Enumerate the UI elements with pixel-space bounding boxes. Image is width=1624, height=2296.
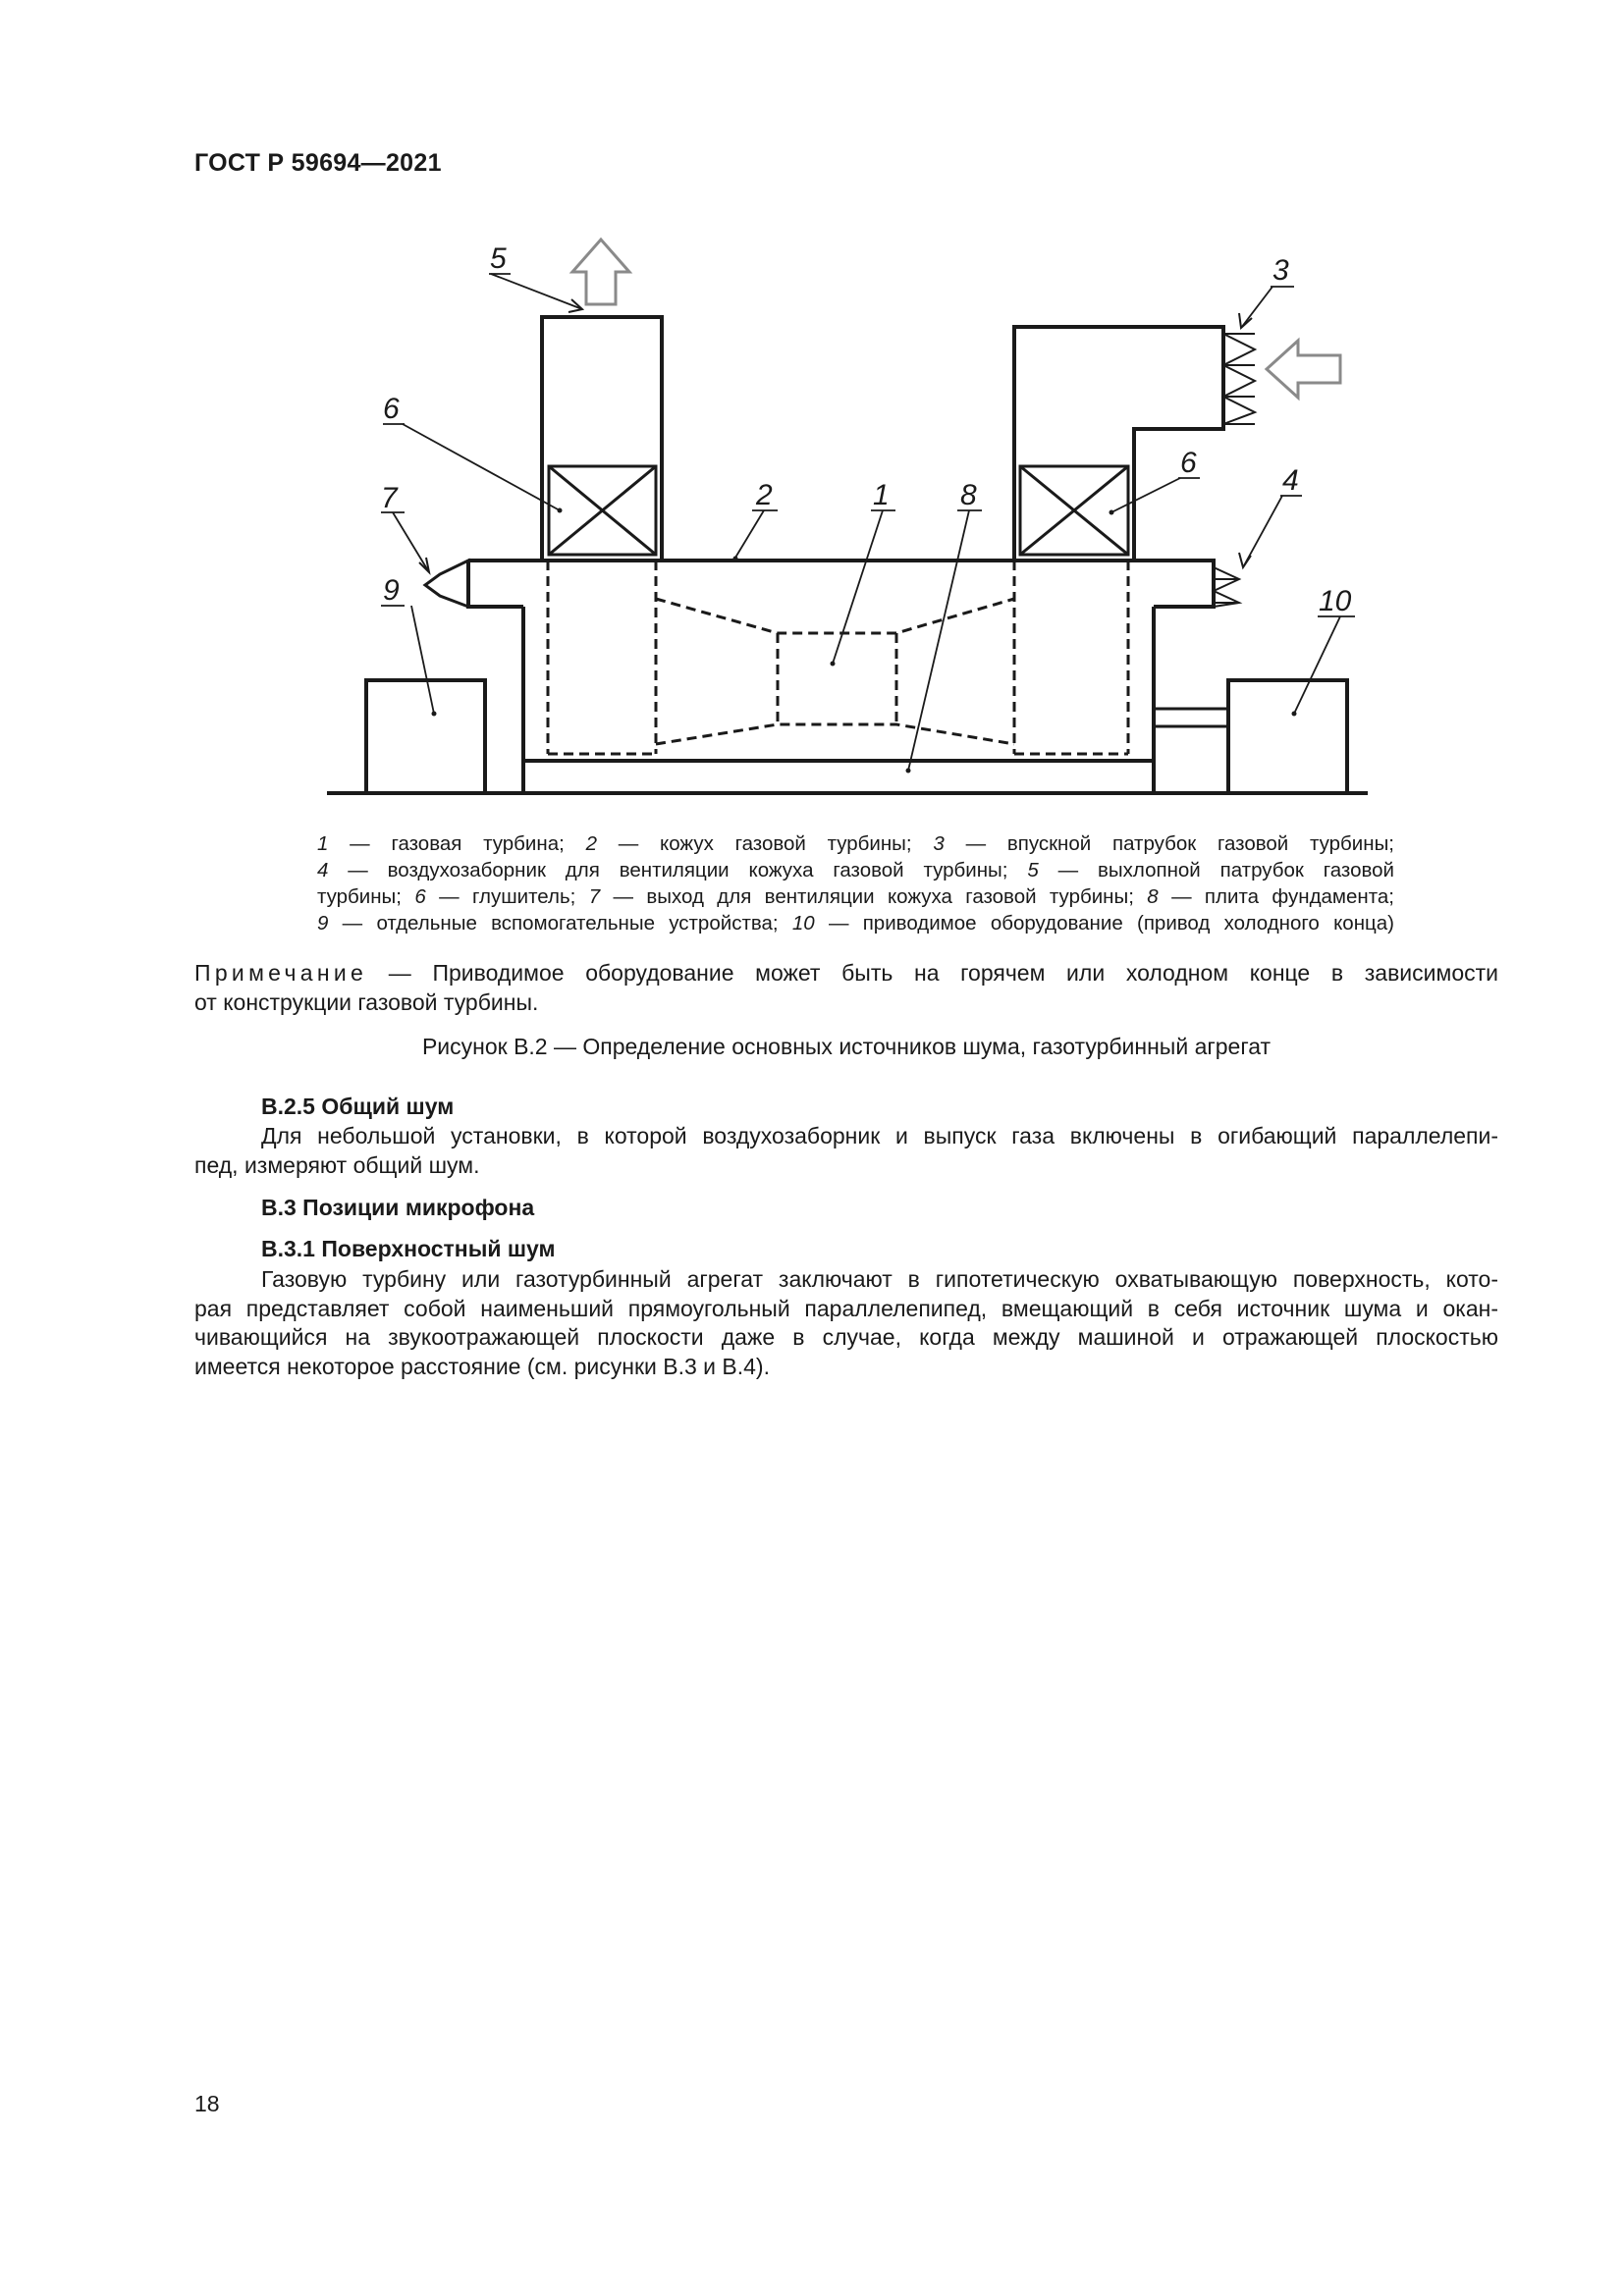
legend-item-number: 6	[414, 885, 426, 908]
turbine-noise-sources-diagram	[314, 226, 1394, 815]
vent-intake-box	[1154, 561, 1214, 607]
callout-6-right: 6	[1180, 447, 1197, 479]
section-b31-text	[194, 1265, 1498, 1381]
figure-caption: Рисунок В.2 — Определение основных источников шума, газотурбинный агрегат	[421, 1034, 1272, 1059]
inlet-louvres	[1223, 334, 1255, 424]
exhaust-stack	[542, 317, 662, 561]
leader-lines	[393, 274, 1340, 771]
foundation-plate	[523, 761, 1154, 793]
legend-line	[317, 830, 1394, 857]
legend-item-number: 3	[933, 832, 945, 855]
legend-item-number: 8	[1147, 885, 1159, 908]
legend-item-text: турбины;	[317, 885, 415, 908]
legend-item-text: — газовая турбина;	[328, 832, 586, 855]
legend-item-text: — глушитель;	[425, 885, 589, 908]
leader-dots	[432, 508, 1297, 774]
callout-6-left: 6	[383, 393, 400, 425]
silencer-left	[549, 466, 656, 555]
turbine-outline	[548, 561, 1128, 754]
paragraph-line: рая представляет собой наименьший прямоугольный параллелепипед, вмещающий в себя источник шума и окан-	[194, 1295, 1498, 1321]
section-heading-b3: В.3 Позиции микрофона	[261, 1195, 535, 1220]
paragraph-line: Для небольшой установки, в которой воздухозаборник и выпуск газа включены в огибающий параллелепи-	[261, 1123, 1498, 1148]
legend-item-text: — впускной патрубок газовой турбины;	[944, 832, 1394, 855]
section-heading-b31: В.3.1 Поверхностный шум	[261, 1236, 556, 1261]
figure-legend	[317, 830, 1394, 936]
inlet-duct	[1014, 327, 1223, 561]
legend-line	[317, 857, 1394, 883]
legend-item-number: 9	[317, 912, 329, 934]
legend-item-text: — отдельные вспомогательные устройства;	[328, 912, 792, 934]
legend-item-text: — выхлопной патрубок газовой	[1038, 859, 1394, 881]
legend-item-number: 4	[317, 859, 329, 881]
callout-9: 9	[383, 574, 400, 607]
legend-item-number: 10	[791, 912, 815, 934]
auxiliary-equipment-box	[366, 680, 485, 793]
legend-item-number: 2	[585, 832, 597, 855]
callout-5: 5	[490, 242, 507, 275]
callout-8: 8	[960, 479, 977, 511]
legend-line	[317, 910, 1394, 936]
inlet-flow-arrow	[1267, 341, 1340, 398]
legend-item-number: 1	[317, 832, 329, 855]
section-heading-b25: В.2.5 Общий шум	[261, 1094, 455, 1119]
legend-line	[317, 883, 1394, 910]
legend-item-text: — воздухозаборник для вентиляции кожуха газовой турбины;	[328, 859, 1028, 881]
paragraph-line: Газовую турбину или газотурбинный агрегат заключают в гипотетическую охватывающую поверхность, кото-	[261, 1266, 1498, 1292]
document-header: ГОСТ Р 59694—2021	[194, 149, 442, 177]
note-text-2: от конструкции газовой турбины.	[194, 988, 539, 1015]
legend-item-text: — выход для вентиляции кожуха газовой турбины;	[600, 885, 1148, 908]
vent-outlet-box	[468, 561, 523, 607]
callout-3: 3	[1272, 254, 1289, 287]
note-label: Примечание	[194, 960, 368, 986]
page-number: 18	[194, 2091, 220, 2116]
paragraph-line: чивающийся на звукоотражающей плоскости даже в случае, когда между машиной и отражающей плоскостью	[194, 1324, 1498, 1350]
intake-louvres	[1214, 567, 1239, 607]
section-b25-text	[194, 1122, 1498, 1180]
figure-note	[194, 959, 1498, 1017]
callout-10: 10	[1319, 585, 1352, 617]
callout-1: 1	[873, 479, 890, 511]
callout-4: 4	[1282, 464, 1299, 497]
vent-outlet-nozzle	[425, 561, 468, 607]
legend-item-number: 5	[1027, 859, 1039, 881]
callout-7: 7	[381, 482, 398, 514]
legend-item-text: — приводимое оборудование (привод холодного конца)	[814, 912, 1394, 934]
paragraph-line: имеется некоторое расстояние (см. рисунки В.3 и В.4).	[194, 1353, 770, 1379]
legend-item-number: 7	[588, 885, 601, 908]
driven-equipment-box	[1228, 680, 1347, 793]
callout-2: 2	[756, 479, 773, 511]
note-text-1: — Приводимое оборудование может быть на горячем или холодном конце в зависимости	[367, 960, 1498, 986]
legend-item-text: — кожух газовой турбины;	[596, 832, 934, 855]
exhaust-flow-arrow	[572, 240, 629, 304]
paragraph-line: пед, измеряют общий шум.	[194, 1151, 480, 1178]
legend-item-text: — плита фундамента;	[1158, 885, 1395, 908]
